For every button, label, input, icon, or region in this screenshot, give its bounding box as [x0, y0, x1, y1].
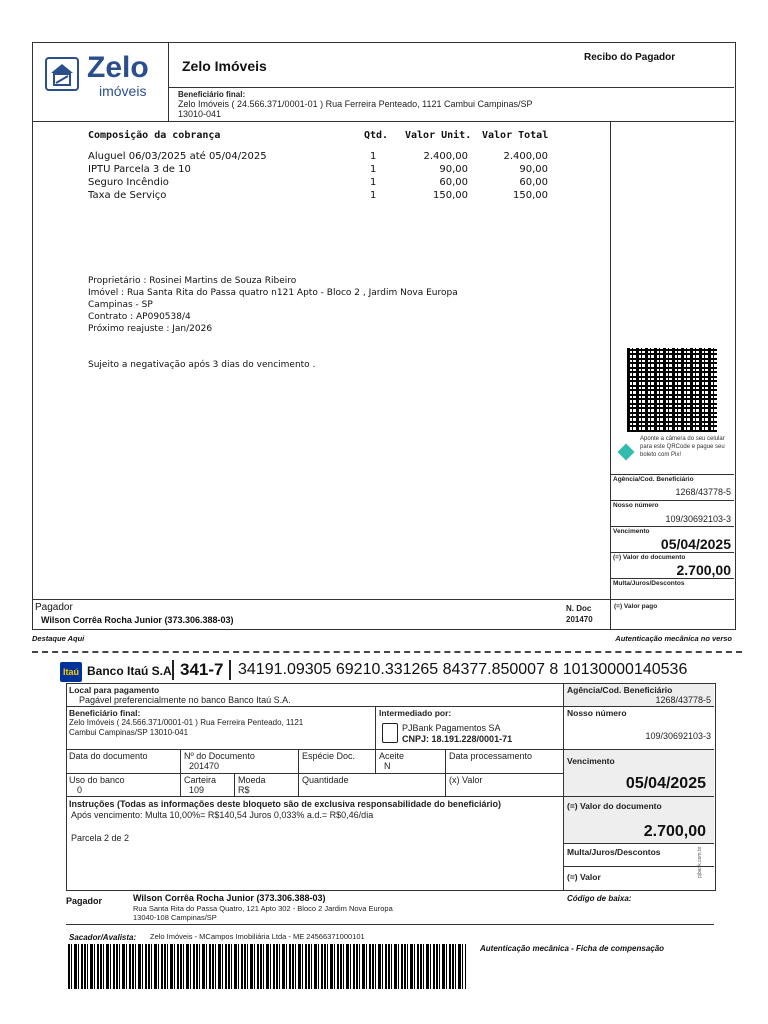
slip-valor-cell: [563, 866, 714, 890]
pjbank-icon: [382, 723, 398, 743]
item-row: [88, 151, 558, 163]
side-agency-value: 1268/43778-5: [675, 487, 731, 497]
paid-label: (=) Valor pago: [614, 603, 658, 610]
owner-line: Contrato : AP090538/4: [88, 312, 191, 322]
receipt-title: Recibo do Pagador: [584, 52, 676, 63]
qr-caption: Aponte a câmera do seu celular para este QRCode e pague seu boleto com Pix!: [640, 436, 725, 458]
owner-line: Imóvel : Rua Santa Rita do Passa quatro n121 Apto - Bloco 2 , Jardim Nova Europa: [88, 288, 458, 298]
slip-venc-label: Vencimento: [567, 756, 615, 766]
item-desc: Taxa de Serviço: [88, 190, 167, 201]
slip-multa-label: Multa/Juros/Descontos: [567, 847, 661, 857]
item-desc: Aluguel 06/03/2025 até 05/04/2025: [88, 151, 267, 162]
payer-name: Wilson Corrêa Rocha Junior (373.306.388-03): [41, 615, 234, 625]
benef-line2: Cambui Campinas/SP 13010-041: [69, 728, 189, 737]
slip-nosso-value: 109/30692103-3: [645, 731, 711, 741]
paid-cell: [610, 600, 735, 629]
slip-payer-label: Pagador: [66, 896, 103, 906]
item-unit: 2.400,00: [423, 151, 468, 162]
uso-value: 0: [77, 785, 83, 795]
col-description: Composição da cobrança: [88, 130, 221, 141]
quantidade-label: Quantidade: [302, 775, 349, 785]
side-valor-value: 2.700,00: [676, 562, 731, 578]
slip-multa-cell: [563, 843, 714, 867]
pix-qr-code[interactable]: [627, 348, 717, 432]
logo-sub: imóveis: [99, 83, 147, 99]
slip-valordoc-cell: [563, 797, 714, 843]
uso-cell: [67, 774, 180, 796]
slip-valordoc-value: 2.700,00: [643, 823, 706, 840]
moeda-value: R$: [238, 785, 250, 795]
item-qty: 1: [370, 190, 377, 201]
item-unit: 150,00: [433, 190, 468, 201]
item-total: 150,00: [513, 190, 548, 201]
benef-label: Beneficiário final:: [69, 708, 141, 718]
datadoc-cell: [67, 750, 180, 773]
payer-label: Pagador: [35, 602, 73, 613]
side-nosso-label: Nosso número: [613, 502, 659, 509]
especie-label: Espécie Doc.: [302, 751, 356, 761]
item-row: [88, 190, 558, 202]
inter-cnpj: CNPJ: 18.191.228/0001-71: [402, 734, 513, 744]
side-venc: [610, 526, 734, 553]
slip-agency-label: Agência/Cod. Beneficiário: [567, 685, 673, 695]
aceite-value: N: [384, 761, 391, 771]
beneficiary-label: Beneficiário final:: [178, 90, 246, 99]
logo-main: Zelo: [87, 51, 149, 84]
cut-left-label: Destaque Aqui: [32, 634, 85, 643]
side-venc-value: 05/04/2025: [660, 536, 731, 552]
inter-cell: [375, 707, 564, 749]
instr-label: Instruções (Todas as informações deste bloqueto são de exclusiva responsabilidade do beneficiário): [69, 799, 501, 809]
moeda-label: Moeda: [238, 775, 266, 785]
sacador-value: Zelo Imóveis - MCampos Imobiliária Ltda - ME 24566371000101: [150, 932, 365, 941]
owner-line: Próximo reajuste : Jan/2026: [88, 324, 213, 334]
slip-payer-name: Wilson Corrêa Rocha Junior (373.306.388-03): [133, 893, 326, 903]
item-total: 2.400,00: [503, 151, 548, 162]
bank-name: Banco Itaú S.A.: [87, 664, 176, 678]
item-qty: 1: [370, 151, 377, 162]
dataproc-cell: [445, 750, 564, 773]
carteira-label: Carteira: [184, 775, 217, 785]
side-agency: [610, 474, 734, 501]
slip-payer-addr1: Rua Santa Rita do Passa Quatro, 121 Apto 302 - Bloco 2 Jardim Nova Europa: [133, 904, 393, 913]
side-multa-label: Multa/Juros/Descontos: [613, 580, 685, 587]
payer-bar: [33, 599, 734, 629]
slip-payer-addr2: 13040-108 Campinas/SP: [133, 913, 217, 922]
house-logo-icon: [45, 57, 79, 91]
xvalor-cell: [445, 774, 564, 796]
side-nosso: [610, 500, 734, 527]
parcela-text: Parcela 2 de 2: [71, 833, 130, 843]
slip-valor-label: (=) Valor: [567, 872, 601, 882]
aceite-cell: [375, 750, 446, 773]
bank-code: 341-7: [172, 660, 231, 680]
aceite-label: Aceite: [379, 751, 405, 761]
instr-line: Após vencimento: Multa 10,00%= R$140,54 Juros 0,033% a.d.= R$0,46/dia: [71, 810, 374, 820]
inter-name: PJBank Pagamentos SA: [402, 723, 501, 733]
side-nosso-value: 109/30692103-3: [665, 514, 731, 524]
ndoc-label: N. Doc: [566, 604, 592, 613]
slip-venc-value: 05/04/2025: [625, 775, 706, 792]
slip-valordoc-label: (=) Valor do documento: [567, 801, 662, 811]
dataproc-label: Data processamento: [449, 751, 533, 761]
beneficiary-line2: 13010-041: [178, 109, 222, 119]
beneficiary-block: [168, 87, 734, 122]
itau-logo: Itaú: [60, 662, 82, 682]
item-desc: IPTU Parcela 3 de 10: [88, 164, 191, 175]
item-qty: 1: [370, 164, 377, 175]
carteira-cell: [180, 774, 235, 796]
slip-ndoc-value: 201470: [189, 761, 220, 771]
cut-right-label: Autenticação mecânica no verso: [615, 634, 732, 643]
xvalor-label: (x) Valor: [449, 775, 483, 785]
inter-label: Intermediado por:: [379, 708, 452, 718]
slip-nosso-cell: [563, 707, 714, 749]
slip-agency-value: 1268/43778-5: [655, 695, 711, 705]
item-row: [88, 177, 558, 189]
slip-ndoc-label: Nº do Documento: [184, 751, 255, 761]
item-unit: 90,00: [439, 164, 468, 175]
item-desc: Seguro Incêndio: [88, 177, 169, 188]
item-unit: 60,00: [439, 177, 468, 188]
digitable-line[interactable]: 34191.09305 69210.331265 84377.850007 8 10130000140536: [238, 661, 688, 678]
uso-label: Uso do banco: [69, 775, 125, 785]
moeda-cell: [234, 774, 299, 796]
col-total: Valor Total: [482, 130, 549, 141]
slip-nosso-label: Nosso número: [567, 708, 627, 718]
benef-line1: Zelo Imóveis ( 24.566.371/0001-01 ) Rua Ferreira Penteado, 1121: [69, 718, 304, 727]
pjbank-side-text: pjbank.com.br: [697, 846, 703, 878]
auth-label: Autenticação mecânica - Ficha de compensação: [480, 944, 665, 953]
ndoc-value: 201470: [566, 615, 593, 624]
benef-cell: [67, 707, 375, 749]
payment-barcode[interactable]: [68, 944, 466, 989]
negativation-notice: Sujeito a negativação após 3 dias do vencimento .: [88, 360, 316, 370]
side-multa: [610, 578, 734, 600]
col-unit: Valor Unit.: [405, 130, 472, 141]
local-label: Local para pagamento: [69, 685, 160, 695]
logo-box: [33, 43, 169, 121]
item-qty: 1: [370, 177, 377, 188]
side-valor: [610, 552, 734, 579]
payer-bottom-line: [66, 924, 714, 925]
item-row: [88, 164, 558, 176]
item-total: 90,00: [519, 164, 548, 175]
codbaixa-label: Código de baixa:: [567, 894, 632, 903]
instructions-cell: [67, 797, 563, 889]
beneficiary-line1: Zelo Imóveis ( 24.566.371/0001-01 ) Rua Ferreira Penteado, 1121 Cambui Campinas/SP: [178, 99, 533, 109]
slip-agency-cell: [563, 684, 714, 706]
quantidade-cell: [298, 774, 446, 796]
item-total: 60,00: [519, 177, 548, 188]
side-venc-label: Vencimento: [613, 528, 650, 535]
cut-line: [32, 651, 742, 653]
company-name: Zelo Imóveis: [182, 58, 267, 74]
sacador-label: Sacador/Avalista:: [69, 933, 137, 942]
local-cell: [67, 684, 563, 706]
datadoc-label: Data do documento: [69, 751, 148, 761]
owner-line: Campinas - SP: [88, 300, 153, 310]
owner-line: Proprietário : Rosinei Martins de Souza Ribeiro: [88, 276, 297, 286]
local-value: Pagável preferencialmente no banco Banco Itaú S.A.: [79, 695, 291, 705]
col-qty: Qtd.: [364, 130, 389, 141]
especie-cell: [298, 750, 376, 773]
ndoc-cell: [180, 750, 299, 773]
carteira-value: 109: [189, 785, 205, 795]
side-agency-label: Agência/Cod. Beneficiário: [613, 476, 694, 483]
slip-venc-cell: [563, 750, 714, 796]
side-valor-label: (=) Valor do documento: [613, 554, 686, 561]
